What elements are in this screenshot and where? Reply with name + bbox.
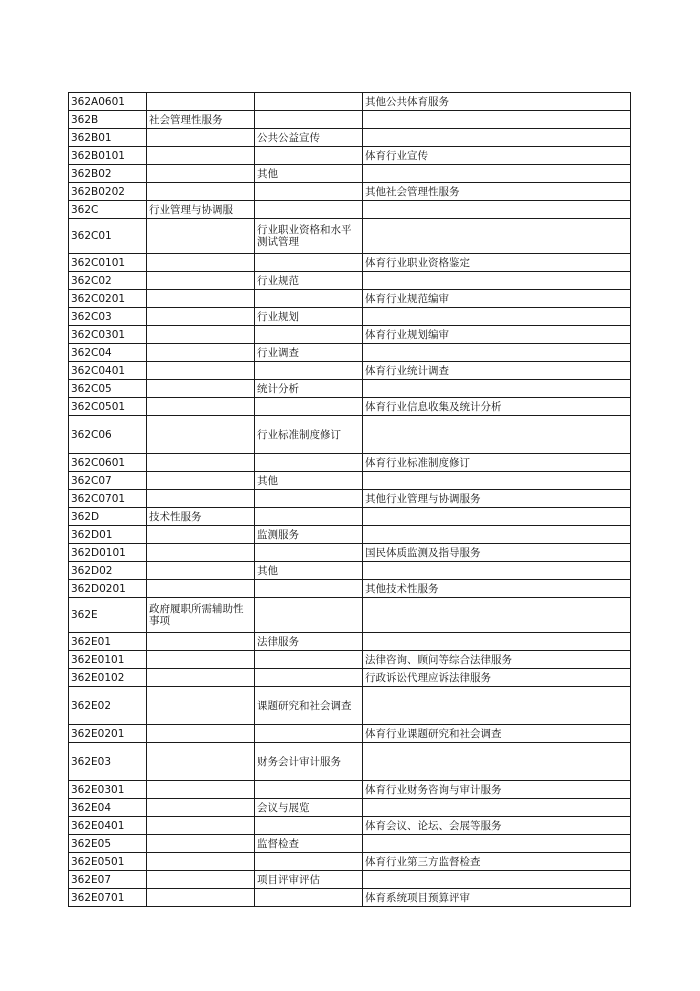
category-cell	[147, 725, 255, 743]
code-cell: 362E0101	[69, 651, 147, 669]
table-row	[69, 111, 631, 129]
category-cell: 政府履职所需辅助性事项	[147, 598, 255, 633]
item-cell: 其他公共体育服务	[363, 93, 631, 111]
code-cell: 362C04	[69, 344, 147, 362]
subcategory-cell: 监测服务	[255, 526, 363, 544]
subcategory-cell	[255, 817, 363, 835]
category-cell	[147, 853, 255, 871]
item-cell	[363, 562, 631, 580]
table-row	[69, 871, 631, 889]
code-cell: 362B01	[69, 129, 147, 147]
code-cell: 362C01	[69, 219, 147, 254]
code-cell: 362B02	[69, 165, 147, 183]
code-cell: 362E	[69, 598, 147, 633]
item-cell: 体育行业规划编审	[363, 326, 631, 344]
subcategory-cell: 其他	[255, 562, 363, 580]
code-cell: 362E03	[69, 743, 147, 781]
category-cell	[147, 490, 255, 508]
item-cell	[363, 508, 631, 526]
code-cell: 362C05	[69, 380, 147, 398]
table-row	[69, 743, 631, 781]
subcategory-cell: 行业调查	[255, 344, 363, 362]
subcategory-cell	[255, 362, 363, 380]
code-cell: 362E0301	[69, 781, 147, 799]
subcategory-cell	[255, 183, 363, 201]
category-cell	[147, 254, 255, 272]
category-cell	[147, 219, 255, 254]
item-cell	[363, 308, 631, 326]
subcategory-cell: 其他	[255, 472, 363, 490]
table-row	[69, 817, 631, 835]
item-cell: 体育行业第三方监督检查	[363, 853, 631, 871]
category-cell	[147, 165, 255, 183]
item-cell: 体育行业财务咨询与审计服务	[363, 781, 631, 799]
category-cell	[147, 889, 255, 907]
code-cell: 362C03	[69, 308, 147, 326]
item-cell: 体育行业职业资格鉴定	[363, 254, 631, 272]
subcategory-cell: 公共公益宣传	[255, 129, 363, 147]
category-cell	[147, 743, 255, 781]
category-cell: 行业管理与协调服	[147, 201, 255, 219]
category-cell	[147, 183, 255, 201]
subcategory-cell	[255, 201, 363, 219]
code-cell: 362A0601	[69, 93, 147, 111]
table-row	[69, 508, 631, 526]
table-row	[69, 416, 631, 454]
table-row	[69, 853, 631, 871]
subcategory-cell: 会议与展览	[255, 799, 363, 817]
code-cell: 362C0601	[69, 454, 147, 472]
category-cell	[147, 290, 255, 308]
code-cell: 362C0401	[69, 362, 147, 380]
category-cell	[147, 651, 255, 669]
category-cell	[147, 580, 255, 598]
table-row	[69, 781, 631, 799]
table-row	[69, 183, 631, 201]
subcategory-cell: 项目评审评估	[255, 871, 363, 889]
subcategory-cell	[255, 580, 363, 598]
subcategory-cell: 行业标准制度修订	[255, 416, 363, 454]
table-row	[69, 344, 631, 362]
subcategory-cell	[255, 669, 363, 687]
table-row	[69, 526, 631, 544]
subcategory-cell	[255, 781, 363, 799]
subcategory-cell	[255, 889, 363, 907]
code-cell: 362C06	[69, 416, 147, 454]
item-cell: 体育行业信息收集及统计分析	[363, 398, 631, 416]
item-cell: 体育会议、论坛、会展等服务	[363, 817, 631, 835]
subcategory-cell	[255, 651, 363, 669]
table-row	[69, 835, 631, 853]
subcategory-cell: 监督检查	[255, 835, 363, 853]
item-cell	[363, 416, 631, 454]
item-cell	[363, 272, 631, 290]
subcategory-cell	[255, 598, 363, 633]
table-row	[69, 308, 631, 326]
table-row	[69, 380, 631, 398]
subcategory-cell: 行业规范	[255, 272, 363, 290]
table-row	[69, 490, 631, 508]
table-row	[69, 290, 631, 308]
category-cell	[147, 633, 255, 651]
code-cell: 362C0701	[69, 490, 147, 508]
table-row	[69, 272, 631, 290]
table-row	[69, 544, 631, 562]
code-cell: 362C0501	[69, 398, 147, 416]
category-cell	[147, 799, 255, 817]
table-row	[69, 598, 631, 633]
code-cell: 362E05	[69, 835, 147, 853]
category-cell	[147, 781, 255, 799]
code-cell: 362D0201	[69, 580, 147, 598]
code-cell: 362C0201	[69, 290, 147, 308]
item-cell	[363, 380, 631, 398]
subcategory-cell: 统计分析	[255, 380, 363, 398]
item-cell: 体育行业规范编审	[363, 290, 631, 308]
item-cell	[363, 633, 631, 651]
subcategory-cell	[255, 508, 363, 526]
table-row	[69, 254, 631, 272]
item-cell	[363, 871, 631, 889]
item-cell	[363, 687, 631, 725]
table-row	[69, 219, 631, 254]
subcategory-cell	[255, 111, 363, 129]
code-cell: 362E0201	[69, 725, 147, 743]
table-row	[69, 398, 631, 416]
table-row	[69, 889, 631, 907]
subcategory-cell	[255, 254, 363, 272]
table-row	[69, 725, 631, 743]
item-cell	[363, 344, 631, 362]
item-cell	[363, 129, 631, 147]
table-row	[69, 165, 631, 183]
category-cell	[147, 562, 255, 580]
table-row	[69, 580, 631, 598]
code-cell: 362D	[69, 508, 147, 526]
table-row	[69, 687, 631, 725]
item-cell: 其他技术性服务	[363, 580, 631, 598]
code-cell: 362E07	[69, 871, 147, 889]
subcategory-cell: 其他	[255, 165, 363, 183]
subcategory-cell	[255, 725, 363, 743]
table-row	[69, 201, 631, 219]
code-cell: 362B	[69, 111, 147, 129]
code-cell: 362D01	[69, 526, 147, 544]
code-cell: 362D0101	[69, 544, 147, 562]
subcategory-cell	[255, 147, 363, 165]
category-cell	[147, 308, 255, 326]
subcategory-cell	[255, 454, 363, 472]
item-cell	[363, 111, 631, 129]
subcategory-cell: 财务会计审计服务	[255, 743, 363, 781]
category-cell	[147, 129, 255, 147]
subcategory-cell	[255, 290, 363, 308]
category-cell	[147, 93, 255, 111]
category-cell: 社会管理性服务	[147, 111, 255, 129]
category-cell	[147, 344, 255, 362]
code-cell: 362E0501	[69, 853, 147, 871]
subcategory-cell: 行业规划	[255, 308, 363, 326]
item-cell	[363, 472, 631, 490]
category-cell	[147, 326, 255, 344]
table-row	[69, 651, 631, 669]
subcategory-cell: 法律服务	[255, 633, 363, 651]
item-cell	[363, 799, 631, 817]
code-cell: 362C02	[69, 272, 147, 290]
subcategory-cell	[255, 326, 363, 344]
item-cell: 行政诉讼代理应诉法律服务	[363, 669, 631, 687]
category-cell	[147, 526, 255, 544]
code-cell: 362C	[69, 201, 147, 219]
code-cell: 362B0101	[69, 147, 147, 165]
code-cell: 362E02	[69, 687, 147, 725]
category-cell	[147, 147, 255, 165]
subcategory-cell: 课题研究和社会调查	[255, 687, 363, 725]
code-cell: 362C0301	[69, 326, 147, 344]
table-row	[69, 129, 631, 147]
table-row	[69, 326, 631, 344]
item-cell: 体育行业标准制度修订	[363, 454, 631, 472]
item-cell	[363, 165, 631, 183]
code-cell: 362E01	[69, 633, 147, 651]
category-cell	[147, 835, 255, 853]
item-cell	[363, 201, 631, 219]
table-row	[69, 799, 631, 817]
table-row	[69, 362, 631, 380]
category-cell	[147, 871, 255, 889]
code-cell: 362C0101	[69, 254, 147, 272]
category-cell	[147, 362, 255, 380]
category-cell	[147, 669, 255, 687]
table-row	[69, 633, 631, 651]
category-cell	[147, 544, 255, 562]
code-cell: 362E0701	[69, 889, 147, 907]
category-cell	[147, 687, 255, 725]
category-cell: 技术性服务	[147, 508, 255, 526]
item-cell: 国民体质监测及指导服务	[363, 544, 631, 562]
category-cell	[147, 398, 255, 416]
code-cell: 362B0202	[69, 183, 147, 201]
item-cell	[363, 526, 631, 544]
category-cell	[147, 272, 255, 290]
item-cell: 体育系统项目预算评审	[363, 889, 631, 907]
item-cell	[363, 219, 631, 254]
item-cell: 法律咨询、顾问等综合法律服务	[363, 651, 631, 669]
table-row	[69, 147, 631, 165]
item-cell: 体育行业宣传	[363, 147, 631, 165]
code-cell: 362E04	[69, 799, 147, 817]
code-cell: 362D02	[69, 562, 147, 580]
item-cell: 其他社会管理性服务	[363, 183, 631, 201]
table-row	[69, 472, 631, 490]
subcategory-cell: 行业职业资格和水平测试管理	[255, 219, 363, 254]
subcategory-cell	[255, 93, 363, 111]
table-row	[69, 669, 631, 687]
code-cell: 362E0401	[69, 817, 147, 835]
service-catalog-table	[68, 92, 631, 907]
table-row	[69, 454, 631, 472]
item-cell	[363, 743, 631, 781]
category-cell	[147, 472, 255, 490]
table-row	[69, 93, 631, 111]
subcategory-cell	[255, 490, 363, 508]
item-cell: 体育行业课题研究和社会调查	[363, 725, 631, 743]
code-cell: 362C07	[69, 472, 147, 490]
item-cell: 体育行业统计调查	[363, 362, 631, 380]
subcategory-cell	[255, 544, 363, 562]
subcategory-cell	[255, 853, 363, 871]
item-cell: 其他行业管理与协调服务	[363, 490, 631, 508]
category-cell	[147, 380, 255, 398]
category-cell	[147, 817, 255, 835]
code-cell: 362E0102	[69, 669, 147, 687]
table-row	[69, 562, 631, 580]
item-cell	[363, 598, 631, 633]
category-cell	[147, 416, 255, 454]
subcategory-cell	[255, 398, 363, 416]
category-cell	[147, 454, 255, 472]
item-cell	[363, 835, 631, 853]
